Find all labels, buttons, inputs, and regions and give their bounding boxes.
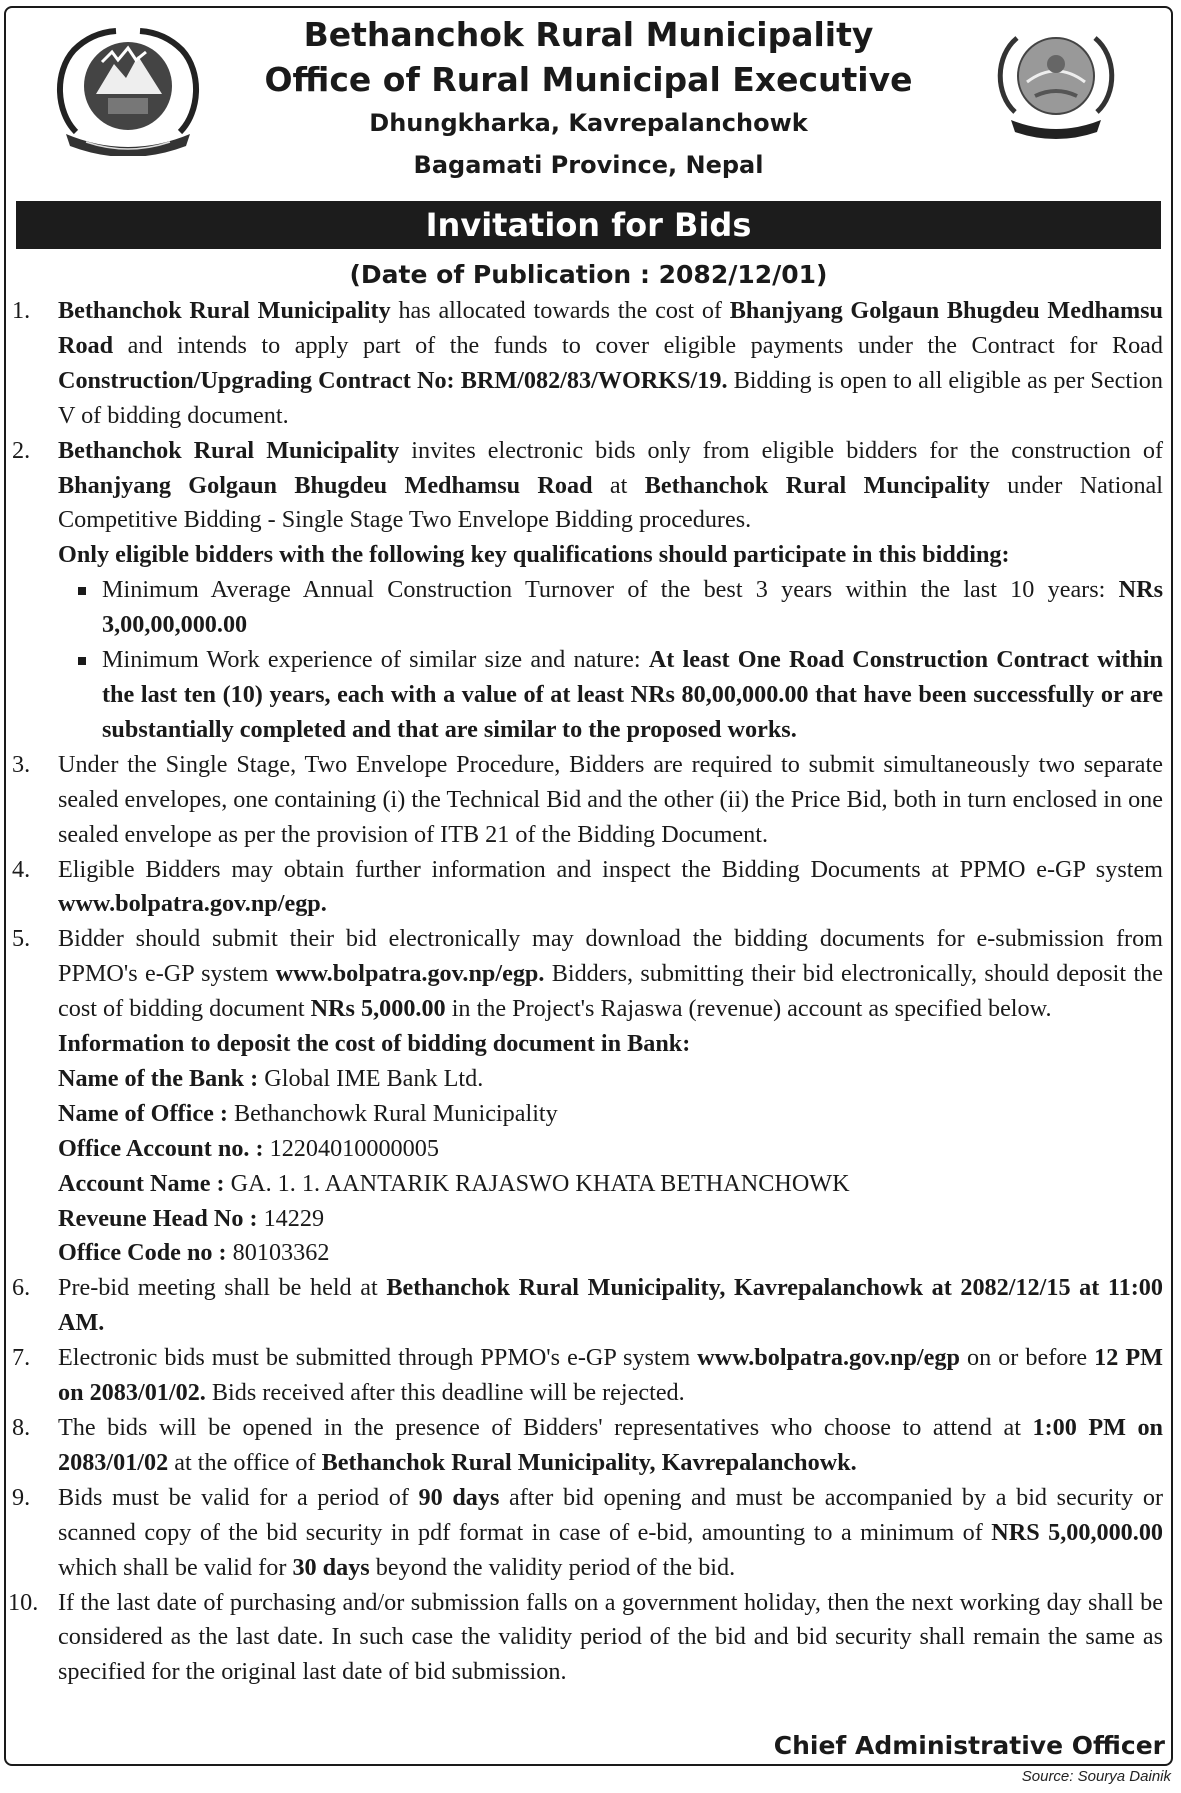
clause-8 (10, 1411, 1163, 1481)
clause-text: Bhanjyang Golgaun Bhugdeu Medhamsu Road (58, 297, 1163, 359)
contract-number: Construction/Upgrading Contract No: BRM/082/83/WORKS/19. (58, 366, 728, 394)
clause-6 (10, 1271, 1163, 1341)
clause-text: and intends to apply part of the funds to cover eligible payments under the Contract for Road (113, 331, 1163, 359)
office-name-row (58, 1097, 1163, 1132)
source-credit: Source: Sourya Dainik (1021, 1768, 1171, 1785)
publication-date: (Date of Publication : 2082/12/01) (349, 260, 828, 289)
bank-value: GA. 1. 1. AANTARIK RAJASWO KHATA BETHANCHOWK (230, 1169, 850, 1197)
opening-time: 1:00 PM on 2083/01/02 (58, 1414, 1163, 1476)
clause-3 (10, 748, 1163, 853)
opening-venue: Bethanchok Rural Municipality, Kavrepalanchowk. (321, 1448, 857, 1476)
header (6, 8, 1171, 289)
clause-text: Bidding is open to all eligible as per Section V of bidding document. (58, 366, 1163, 429)
notice-frame (4, 6, 1173, 1766)
clause-text: Bethanchok Rural Municipality (58, 436, 400, 464)
clause-number: 2. (12, 436, 31, 464)
security-validity: 30 days (292, 1553, 370, 1581)
qualification-text: Minimum Average Annual Construction Turnover of the best 3 years within the last 10 years: (102, 576, 1119, 604)
clause-number: 3. (12, 750, 31, 778)
prebid-meeting: Bethanchok Rural Municipality, Kavrepalanchowk at 2082/12/15 at 11:00 AM. (58, 1274, 1163, 1337)
clause-1 (10, 294, 1163, 434)
clause-text: Electronic bids must be submitted through PPMO's e-GP system (58, 1344, 698, 1372)
egp-url: www.bolpatra.gov.np/egp. (275, 960, 545, 988)
bid-security-amount: NRS 5,00,000.00 (991, 1518, 1164, 1546)
account-number-row (58, 1132, 1163, 1167)
clause-text: on or before (959, 1344, 1095, 1372)
clause-text: Bids must be valid for a period of (58, 1483, 419, 1511)
clause-number: 9. (12, 1483, 31, 1511)
signature: Chief Administrative Officer (773, 1731, 1165, 1760)
experience-requirement: At least One Road Construction Contract within the last ten (10) years, each with a value of at least NRs 80,00,000.00 that have been successfully or are substantially completed and that are similar to the proposed works. (102, 646, 1163, 743)
clause-number: 1. (12, 297, 31, 324)
office-address: Dhungkharka, Kavrepalanchowk (369, 109, 808, 137)
bank-value: 14229 (263, 1204, 325, 1232)
province: Bagamati Province, Nepal (413, 151, 764, 179)
clause-7 (10, 1341, 1163, 1411)
clause-10 (10, 1586, 1163, 1691)
clause-number: 10. (8, 1588, 39, 1616)
clause-text: If the last date of purchasing and/or submission falls on a government holiday, then the next working day shall be considered as the last date. In such case the validity period of the bid and bid security shall remain the same as specified for the original last date of bid submission. (58, 1588, 1163, 1686)
bank-label: Office Account no. : (58, 1134, 270, 1162)
clause-text: The bids will be opened in the presence of Bidders' representatives who choose to attend at (58, 1414, 1033, 1441)
bank-label: Name of the Bank : (58, 1064, 265, 1092)
clause-text: Bhanjyang Golgaun Bhugdeu Medhamsu Road (58, 471, 593, 499)
clause-text: at (592, 471, 645, 499)
clause-text: Bethanchok Rural Muncipality (644, 471, 990, 499)
header-titles (216, 14, 961, 186)
document-cost: NRs 5,000.00 (310, 995, 446, 1023)
bank-label: Account Name : (58, 1169, 231, 1197)
bank-value: 12204010000005 (269, 1134, 439, 1162)
qualification-heading: Only eligible bidders with the following key qualifications should participate in this bidding: (58, 541, 1010, 569)
clause-text: under National Competitive Bidding - Single Stage Two Envelope Bidding procedures. (58, 471, 1163, 534)
nepal-emblem-icon (46, 22, 210, 156)
clause-text: Under the Single Stage, Two Envelope Procedure, Bidders are required to submit simultaneously two separate sealed envelopes, one containing (i) the Technical Bid and the other (ii) the Price Bid, both in turn enclosed in one sealed envelope as per the provision of ITB 21 of the Bidding Document. (58, 750, 1163, 848)
municipality-name: Bethanchok Rural Municipality (303, 15, 874, 54)
clause-text: Pre-bid meeting shall be held at (58, 1274, 387, 1302)
bank-value: Global IME Bank Ltd. (264, 1064, 484, 1092)
clause-text: after bid opening and must be accompanied by a bid security or scanned copy of the bid security in pdf format in case of e-bid, amounting to a minimum of (58, 1483, 1163, 1546)
clause-2 (10, 434, 1163, 748)
clause-text: Bidder should submit their bid electronically may download the bidding documents for e-submission from PPMO's e-GP system (58, 925, 1163, 988)
bank-name-row (58, 1062, 1163, 1097)
invitation-banner: Invitation for Bids (16, 201, 1161, 249)
egp-url: www.bolpatra.gov.np/egp. (58, 890, 327, 918)
clause-text: invites electronic bids only from eligible bidders for the construction of (399, 436, 1163, 464)
egp-url: www.bolpatra.gov.np/egp (697, 1344, 960, 1372)
bank-info-heading: Information to deposit the cost of bidding document in Bank: (58, 1030, 691, 1058)
turnover-amount: NRs 3,00,00,000.00 (102, 576, 1163, 639)
notice-body (10, 294, 1163, 1690)
bank-value: Bethanchowk Rural Municipality (233, 1099, 558, 1127)
clause-text: which shall be valid for (58, 1553, 293, 1581)
bank-label: Name of Office : (58, 1099, 234, 1127)
bank-label: Office Code no : (58, 1239, 233, 1267)
clause-text: Bidders, submitting their bid electronically, should deposit the cost of bidding document (58, 960, 1163, 1023)
clause-text: at the office of (168, 1448, 322, 1476)
clause-text: has allocated towards the cost of (390, 297, 730, 324)
clause-text: Bids received after this deadline will be rejected. (205, 1379, 685, 1407)
qualification-list (58, 573, 1163, 748)
submission-deadline: 12 PM on 2083/01/02. (58, 1344, 1163, 1407)
clause-5 (10, 922, 1163, 1271)
bank-label: Reveune Head No : (58, 1204, 264, 1232)
clause-number: 8. (12, 1414, 31, 1441)
revenue-head-row (58, 1202, 1163, 1237)
clause-text: Bethanchok Rural Municipality (58, 297, 391, 324)
office-code-row (58, 1236, 1163, 1271)
clause-4 (10, 853, 1163, 923)
list-item (58, 573, 1163, 643)
clause-text: Eligible Bidders may obtain further information and inspect the Bidding Documents at PPMO e-GP system (58, 855, 1163, 883)
municipality-logo-icon (981, 20, 1131, 144)
qualification-text: Minimum Work experience of similar size and nature: (102, 646, 649, 674)
clause-number: 4. (12, 855, 31, 883)
account-name-row (58, 1167, 1163, 1202)
office-name: Office of Rural Municipal Executive (264, 60, 913, 99)
clause-9 (10, 1481, 1163, 1586)
clause-text: beyond the validity period of the bid. (369, 1553, 736, 1581)
validity-days: 90 days (418, 1483, 500, 1511)
clause-number: 5. (12, 925, 31, 953)
clause-text: in the Project's Rajaswa (revenue) account as specified below. (445, 995, 1052, 1023)
bank-value: 80103362 (232, 1239, 330, 1267)
list-item (58, 643, 1163, 748)
clause-number: 6. (12, 1274, 31, 1302)
clause-number: 7. (12, 1344, 31, 1372)
